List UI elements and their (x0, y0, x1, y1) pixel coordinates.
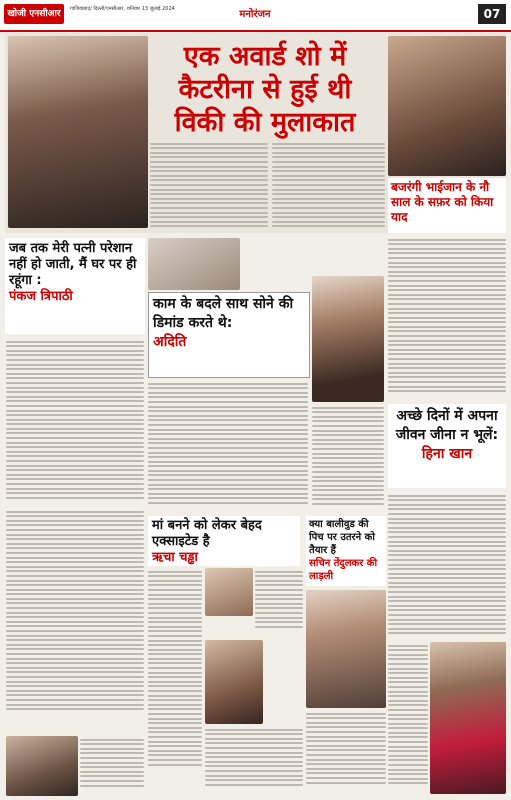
pankaj-tripathi-photo (6, 736, 78, 796)
salman-headline: बजरंगी भाईजान के नौ साल के सफ़र को किया याद (391, 180, 494, 224)
salman-headline-box (388, 178, 506, 233)
salman-story-body (388, 236, 506, 402)
hina-khan-photo (430, 642, 506, 794)
richa-story-col2 (255, 568, 303, 638)
pankaj-headline-box (5, 238, 145, 334)
lead-story-col1 (150, 140, 268, 233)
pankaj-headline: जब तक मेरी पत्नी परेशान नहीं हो जाती, मैं घर पर ही रहूंगा : (9, 241, 137, 288)
aditi-name: अदिति (153, 334, 187, 350)
pankaj-name: पंकज त्रिपाठी (9, 289, 73, 304)
richa-photo-2 (205, 640, 263, 724)
richa-photo-1 (205, 568, 253, 616)
richa-name: ऋचा चड्ढा (152, 550, 198, 565)
richa-headline-box (148, 516, 300, 566)
hina-name: हिना खान (421, 446, 473, 462)
newspaper-logo: खोजी एनसीआर (4, 4, 64, 24)
section-title: मनोरंजन (239, 9, 271, 20)
sachin-name: सचिन तेंदुलकर की लाड़ली (309, 558, 378, 582)
sachin-headline: क्या बालीवुड की पिच पर उतरने को तैयार हैं (309, 519, 375, 556)
aditi-photo (312, 276, 384, 402)
aditi-story-col1 (148, 380, 308, 512)
richa-story-tail (205, 726, 303, 794)
sachin-story-body (306, 710, 386, 794)
masthead (0, 0, 511, 32)
hina-headline: अच्छे दिनों में अपना जीवन जीना न भूलें: (395, 408, 499, 443)
richa-headline: मां बनने को लेकर बेहद एक्साइटेड है (152, 518, 262, 549)
lead-headline: एक अवार्ड शो में कैटरीना से हुई थी विकी की मुलाकात (174, 41, 356, 138)
aditi-strip (148, 238, 240, 290)
pankaj-story-cont (6, 508, 144, 734)
aditi-headline: काम के बदले साथ सोने की डिमांड करते थे: (153, 296, 294, 331)
richa-story-col1 (148, 568, 202, 794)
hina-story-body (388, 492, 506, 640)
dateline: गाजियाबाद/ दिल्ली/एनसीआर, शनिवार 13 जुलाई 2024 (70, 6, 175, 12)
pankaj-story-tail (80, 736, 144, 796)
lead-story-col2 (272, 140, 385, 233)
sara-tendulkar-photo (306, 590, 386, 708)
hina-story-tail (388, 642, 428, 794)
vicky-katrina-photo (8, 36, 148, 228)
hina-headline-box (388, 404, 506, 488)
salman-khan-photo (388, 36, 506, 176)
aditi-headline-box (148, 292, 310, 378)
page-number: 07 (478, 4, 506, 24)
sachin-headline-box (306, 516, 386, 586)
aditi-story-col2 (312, 404, 384, 512)
pankaj-story-body (6, 338, 144, 504)
